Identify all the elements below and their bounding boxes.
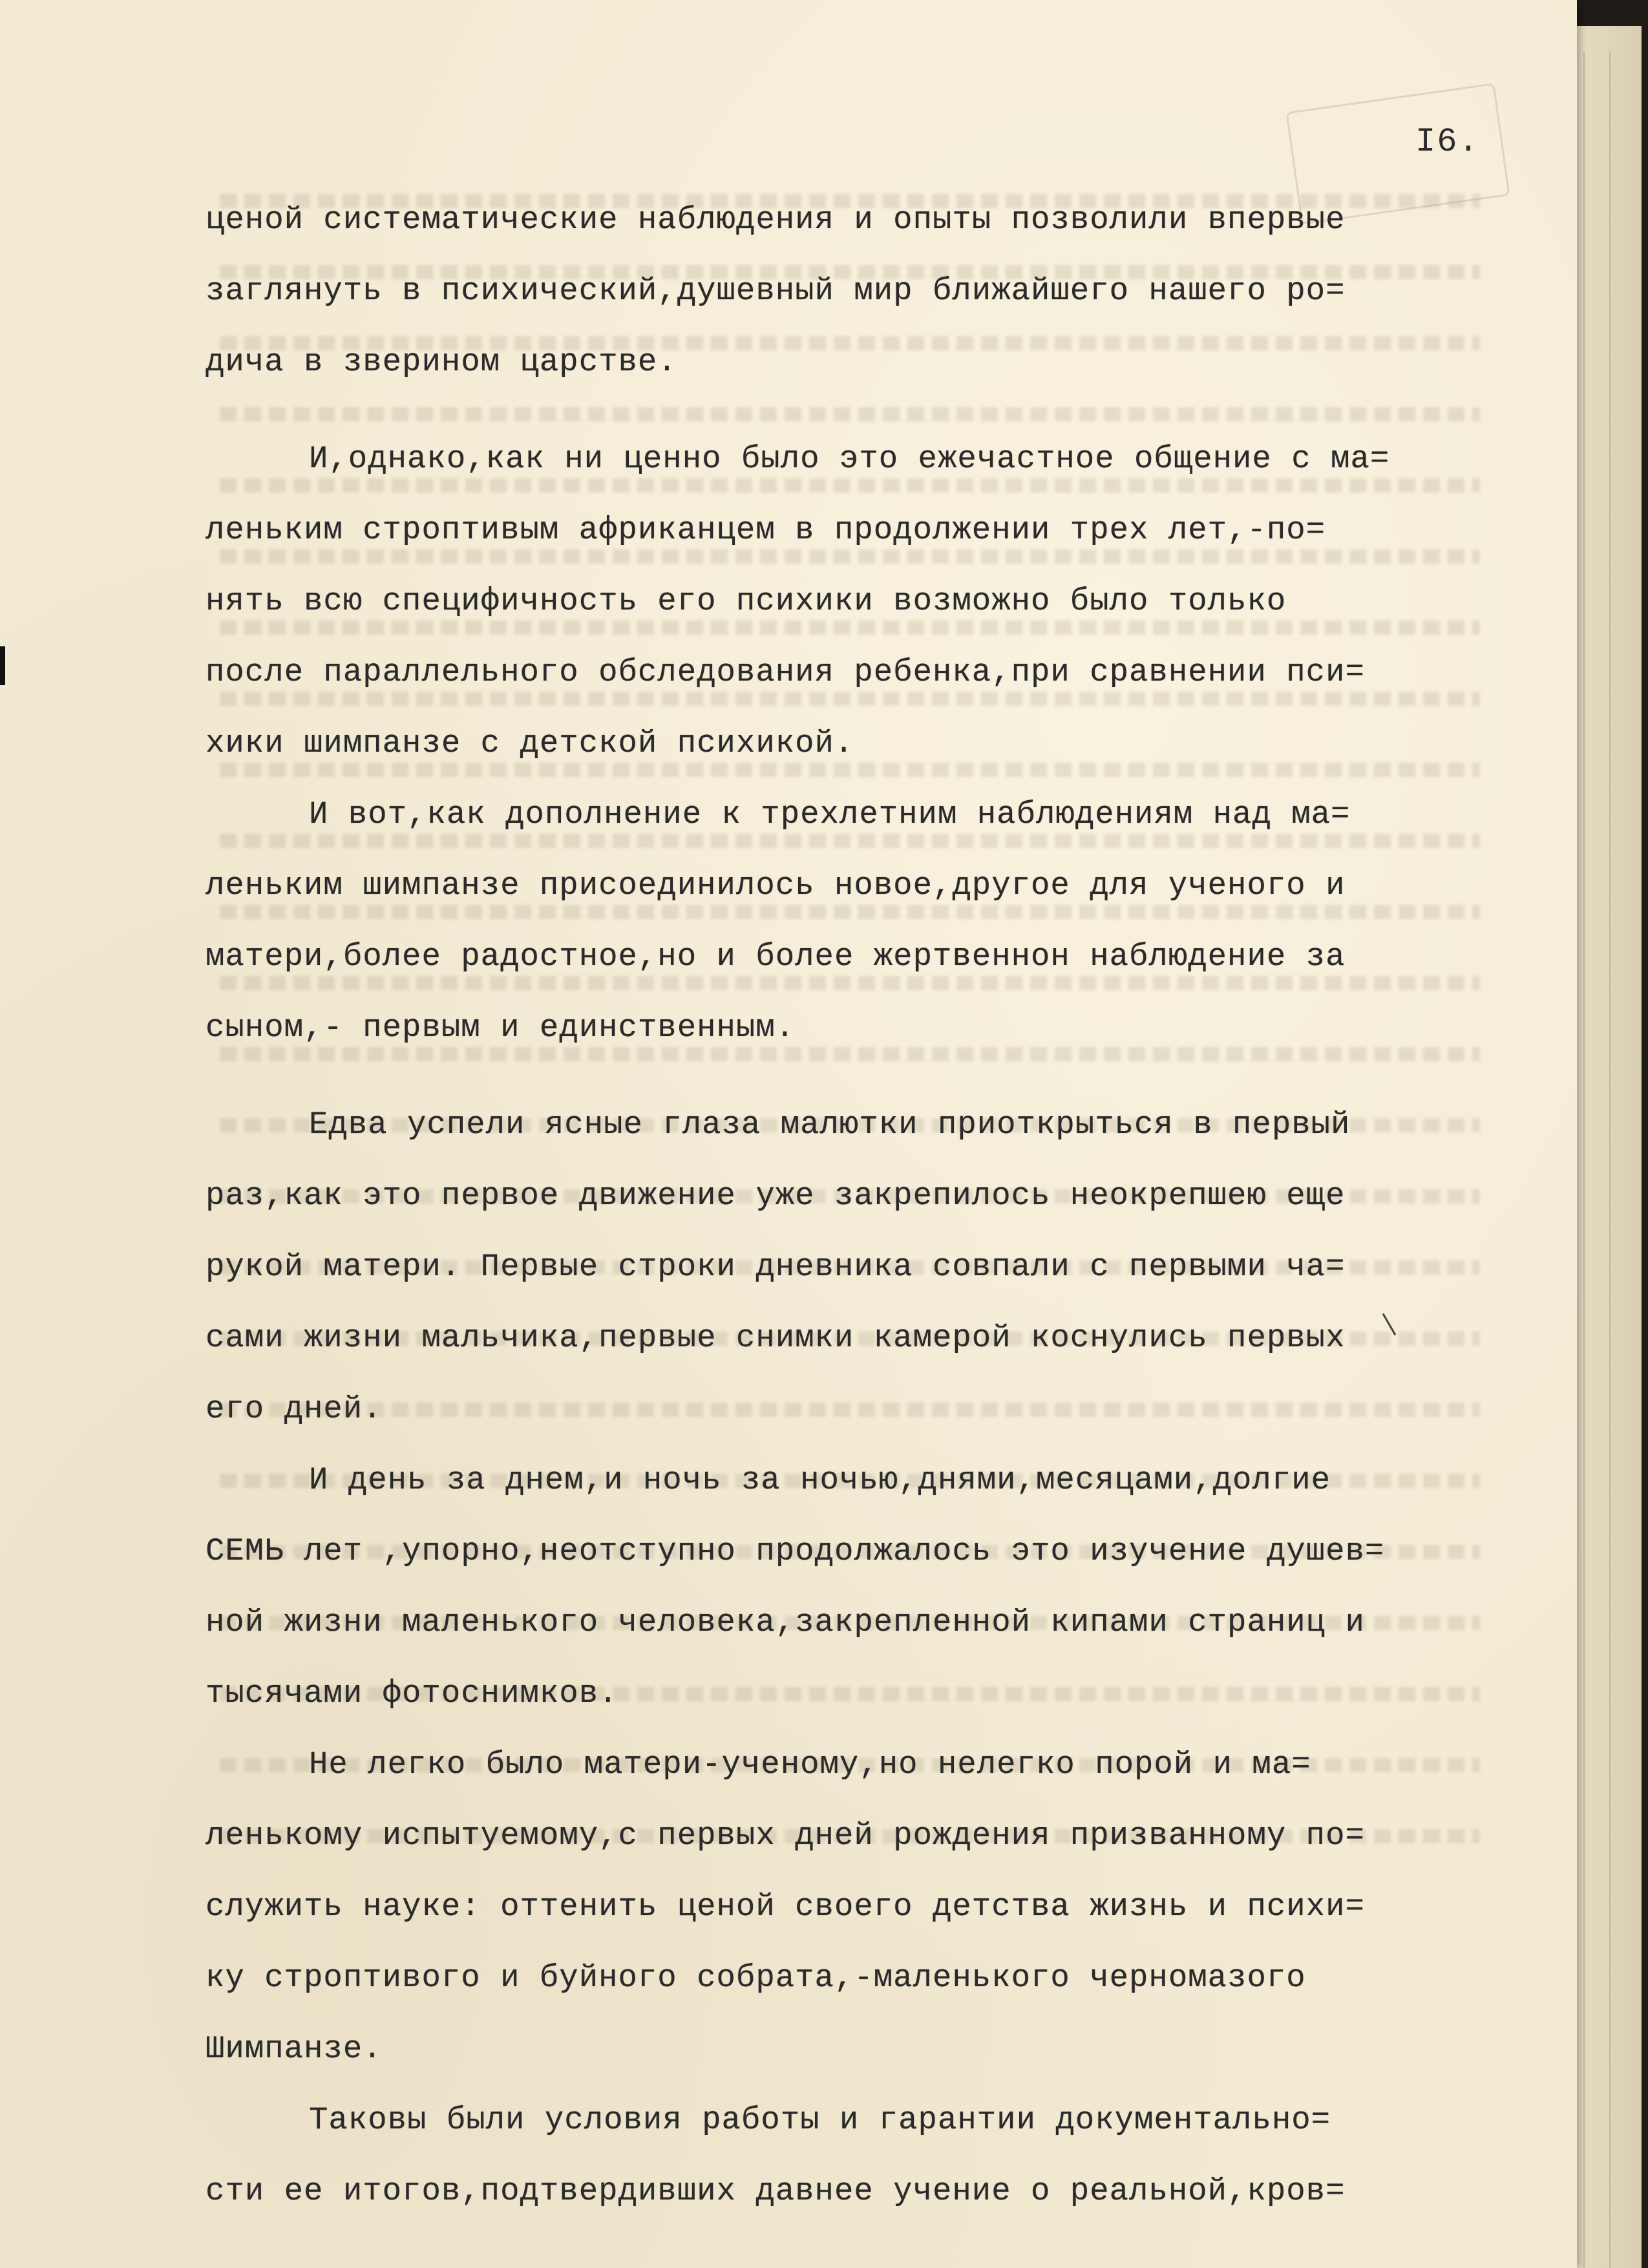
paragraph-2	[206, 423, 1511, 779]
text-line: матери,более радостное,но и более жертвеннон наблюдение за	[206, 938, 1346, 975]
text-line: ленькому испытуемому,с первых дней рождения призванному по=	[206, 1818, 1365, 1854]
text-line: заглянуть в психический,душевный мир ближайшего нашего ро=	[206, 273, 1346, 309]
binding-mark	[0, 646, 5, 685]
text-line: раз,как это первое движение уже закрепилось неокрепшею еще	[206, 1178, 1346, 1214]
text-line: сами жизни мальчика,первые снимки камерой коснулись первых	[206, 1320, 1346, 1356]
text-line: И вот,как дополнение к трехлетним наблюдениям над ма=	[309, 796, 1351, 832]
text-line: тысячами фотоснимков.	[206, 1675, 618, 1712]
text-line: СЕМЬ лет ,упорно,неотступно продолжалось это изучение душев=	[206, 1533, 1385, 1569]
paragraph-7	[206, 2084, 1511, 2227]
text-line: сыном,- первым и единственным.	[206, 1010, 796, 1046]
text-line: хики шимпанзе с детской психикой.	[206, 725, 854, 761]
paragraph-1	[206, 184, 1511, 397]
body-text	[206, 184, 1511, 2227]
text-line: леньким шимпанзе присоединилось новое,другое для ученого и	[206, 867, 1346, 904]
text-line: сти ее итогов,подтвердивших давнее учение о реальной,кров=	[206, 2173, 1346, 2209]
text-line: ку строптивого и буйного собрата,-маленького черномазого	[206, 1960, 1306, 1996]
text-line: Таковы были условия работы и гарантии документально=	[309, 2102, 1331, 2138]
page-edge-line	[1583, 52, 1585, 2268]
text-line: рукой матери. Первые строки дневника совпали с первыми ча=	[206, 1249, 1346, 1285]
page-number: I6.	[1415, 123, 1480, 161]
text-line: Едва успели ясные глаза малютки приоткрыться в первый	[309, 1107, 1351, 1143]
text-line: И день за днем,и ночь за ночью,днями,месяцами,долгие	[309, 1462, 1331, 1498]
text-line: дича в зверином царстве.	[206, 344, 677, 380]
text-line: Не легко было матери-ученому,но нелегко порой и ма=	[309, 1746, 1311, 1783]
paragraph-4	[206, 1089, 1511, 1445]
text-line: Шимпанзе.	[206, 2031, 383, 2067]
text-line: ценой систематические наблюдения и опыты позволили впервые	[206, 202, 1346, 238]
text-line: служить науке: оттенить ценой своего детства жизнь и психи=	[206, 1889, 1365, 1925]
text-line: после параллельного обследования ребенка,при сравнении пси=	[206, 654, 1365, 690]
paragraph-6	[206, 1729, 1511, 2084]
text-line: нять всю специфичность его психики возможно было только	[206, 583, 1287, 619]
paragraph-3	[206, 779, 1511, 1063]
text-line: ной жизни маленького человека,закрепленной кипами страниц и	[206, 1604, 1365, 1640]
paragraph-5	[206, 1445, 1511, 1729]
text-line: леньким строптивым африканцем в продолжении трех лет,-по=	[206, 512, 1326, 548]
page-edge-line	[1609, 52, 1611, 2268]
text-line: И,однако,как ни ценно было это ежечастное общение с ма=	[309, 441, 1390, 477]
text-line: его дней.	[206, 1391, 383, 1427]
